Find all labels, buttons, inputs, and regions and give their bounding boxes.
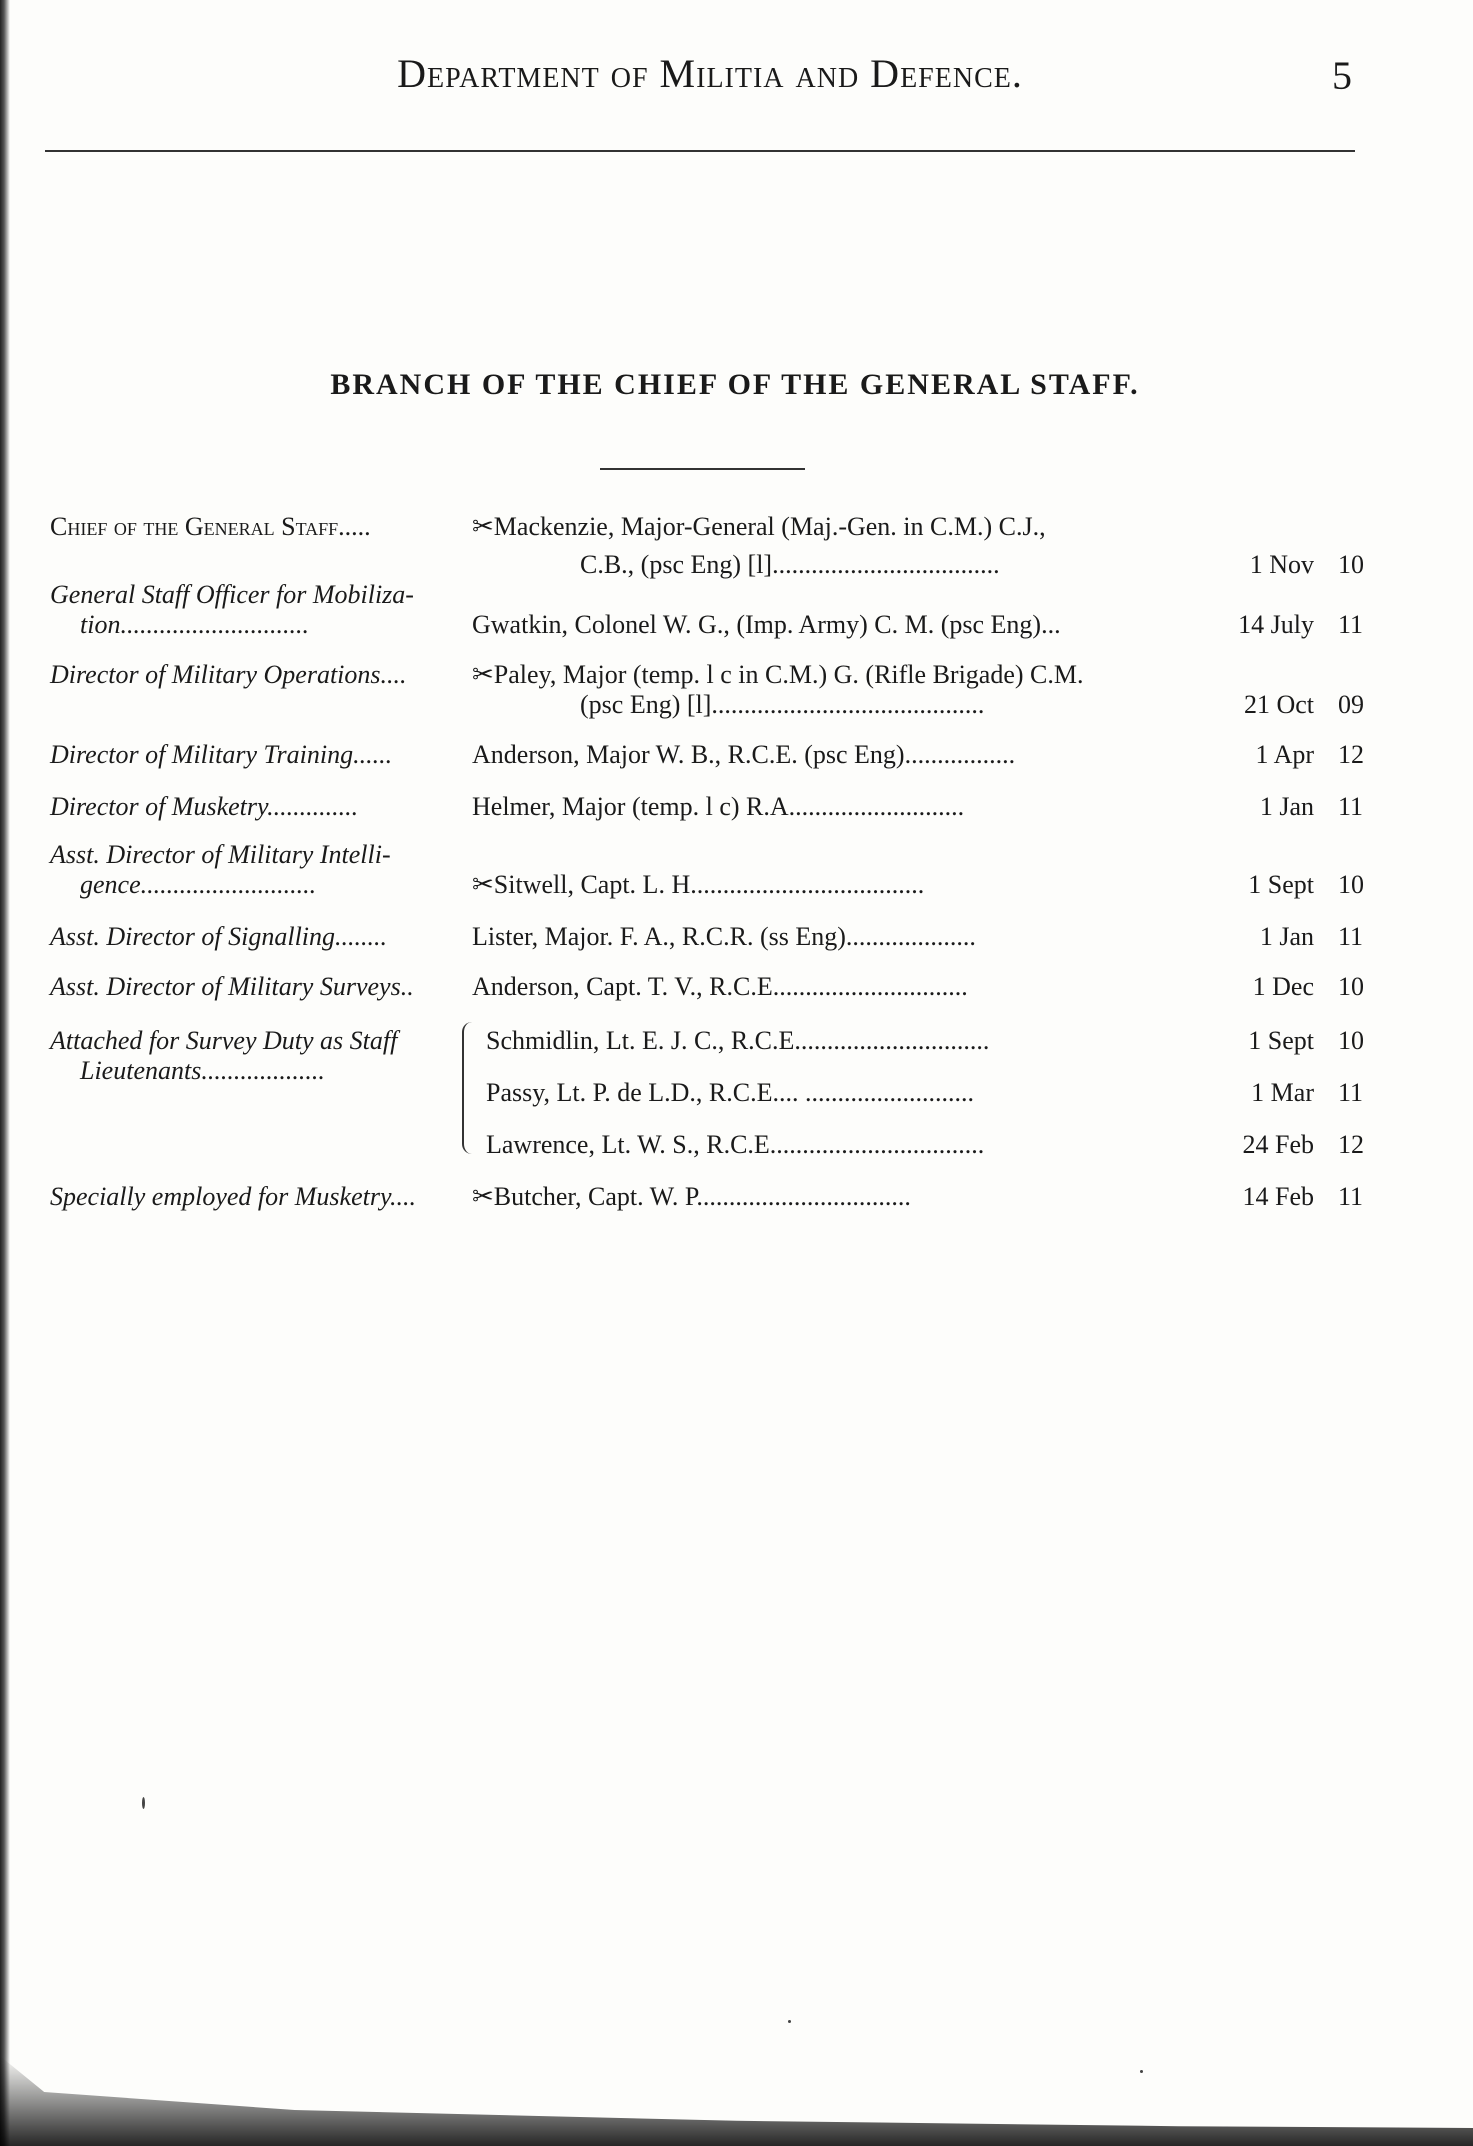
header-rule [45, 150, 1355, 152]
scan-speck [1140, 2070, 1143, 2073]
entry-date: 1 Jan [1259, 792, 1314, 821]
entry-date: 1 Sept [1248, 1026, 1314, 1055]
entry-name: Schmidlin, Lt. E. J. C., R.C.E.............................. [486, 1026, 990, 1055]
entry-title-line1: General Staff Officer for Mobiliza- [50, 580, 414, 609]
entry-title: Director of Musketry.............. [50, 792, 359, 821]
scan-speck [142, 1797, 145, 1809]
group-bracket [462, 1022, 478, 1154]
entry-year: 11 [1338, 1078, 1364, 1107]
entry-name: ✂Paley, Major (temp. l c in C.M.) G. (Rifle Brigade) C.M. [472, 660, 1084, 689]
entry-year: 11 [1338, 610, 1364, 639]
entry-name-continued: C.B., (psc Eng) [l]................................... [580, 550, 1000, 579]
entry-date: 14 Feb [1242, 1182, 1314, 1211]
entry-name: Gwatkin, Colonel W. G., (Imp. Army) C. M. (psc Eng)... [472, 610, 1061, 639]
page-number: 5 [1332, 53, 1352, 98]
entry-title: Director of Military Operations.... [50, 660, 407, 689]
entry-name-continued: (psc Eng) [l].......................................... [580, 690, 985, 719]
entry-title: Asst. Director of Military Surveys.. [50, 972, 414, 1001]
entry-name: Lawrence, Lt. W. S., R.C.E................................. [486, 1130, 985, 1159]
entry-date: 1 Jan [1259, 922, 1314, 951]
entry-year: 12 [1338, 1130, 1364, 1159]
entry-year: 09 [1338, 690, 1364, 719]
entry-name: Lister, Major. F. A., R.C.R. (ss Eng).................... [472, 922, 976, 951]
entry-year: 12 [1338, 740, 1364, 769]
section-title: BRANCH OF THE CHIEF OF THE GENERAL STAFF. [330, 368, 1140, 401]
entry-date: 1 Apr [1255, 740, 1314, 769]
entry-year: 10 [1338, 550, 1364, 579]
entry-name: ✂Sitwell, Capt. L. H.................................... [472, 870, 925, 899]
entry-title: Asst. Director of Signalling........ [50, 922, 388, 951]
entry-year: 11 [1338, 792, 1364, 821]
title-rule [600, 468, 805, 470]
entry-name: Helmer, Major (temp. l c) R.A........................... [472, 792, 965, 821]
entry-title-line2: Lieutenants................... [80, 1055, 325, 1085]
entry-year: 10 [1338, 1026, 1364, 1055]
page-binding-edge [0, 0, 10, 2146]
entry-title: Chief of the General Staff..... [50, 512, 371, 541]
entry-year: 11 [1338, 1182, 1364, 1211]
entry-title [50, 580, 470, 640]
entry-name: Passy, Lt. P. de L.D., R.C.E.... .......................... [486, 1078, 974, 1107]
entry-title-line1: Attached for Survey Duty as Staff [50, 1026, 398, 1055]
entry-date: 1 Sept [1248, 870, 1314, 899]
entry-date: 1 Nov [1249, 550, 1314, 579]
entry-title-line2: tion............................. [80, 609, 309, 639]
entry-name: ✂Butcher, Capt. W. P................................. [472, 1182, 911, 1211]
entry-date: 24 Feb [1242, 1130, 1314, 1159]
page-bottom-shadow [0, 2056, 1473, 2146]
entry-year: 11 [1338, 922, 1364, 951]
running-head: Department of Militia and Defence. [397, 51, 1023, 96]
entry-title: Director of Military Training...... [50, 740, 393, 769]
entry-date: 1 Dec [1252, 972, 1314, 1001]
entry-title-line2: gence........................... [80, 869, 317, 899]
entry-title [50, 840, 470, 900]
scan-speck [788, 2020, 791, 2023]
entry-year: 10 [1338, 972, 1364, 1001]
entry-title: Specially employed for Musketry.... [50, 1182, 417, 1211]
entry-name: Anderson, Major W. B., R.C.E. (psc Eng)................. [472, 740, 1016, 769]
entry-name: Anderson, Capt. T. V., R.C.E.............................. [472, 972, 968, 1001]
entry-date: 1 Mar [1251, 1078, 1314, 1107]
entry-date: 21 Oct [1243, 690, 1314, 719]
entry-date: 14 July [1238, 610, 1314, 639]
entry-title [50, 1026, 470, 1086]
entry-year: 10 [1338, 870, 1364, 899]
entry-title-line1: Asst. Director of Military Intelli- [50, 840, 391, 869]
entry-name: ✂Mackenzie, Major-General (Maj.-Gen. in C.M.) C.J., [472, 512, 1046, 541]
